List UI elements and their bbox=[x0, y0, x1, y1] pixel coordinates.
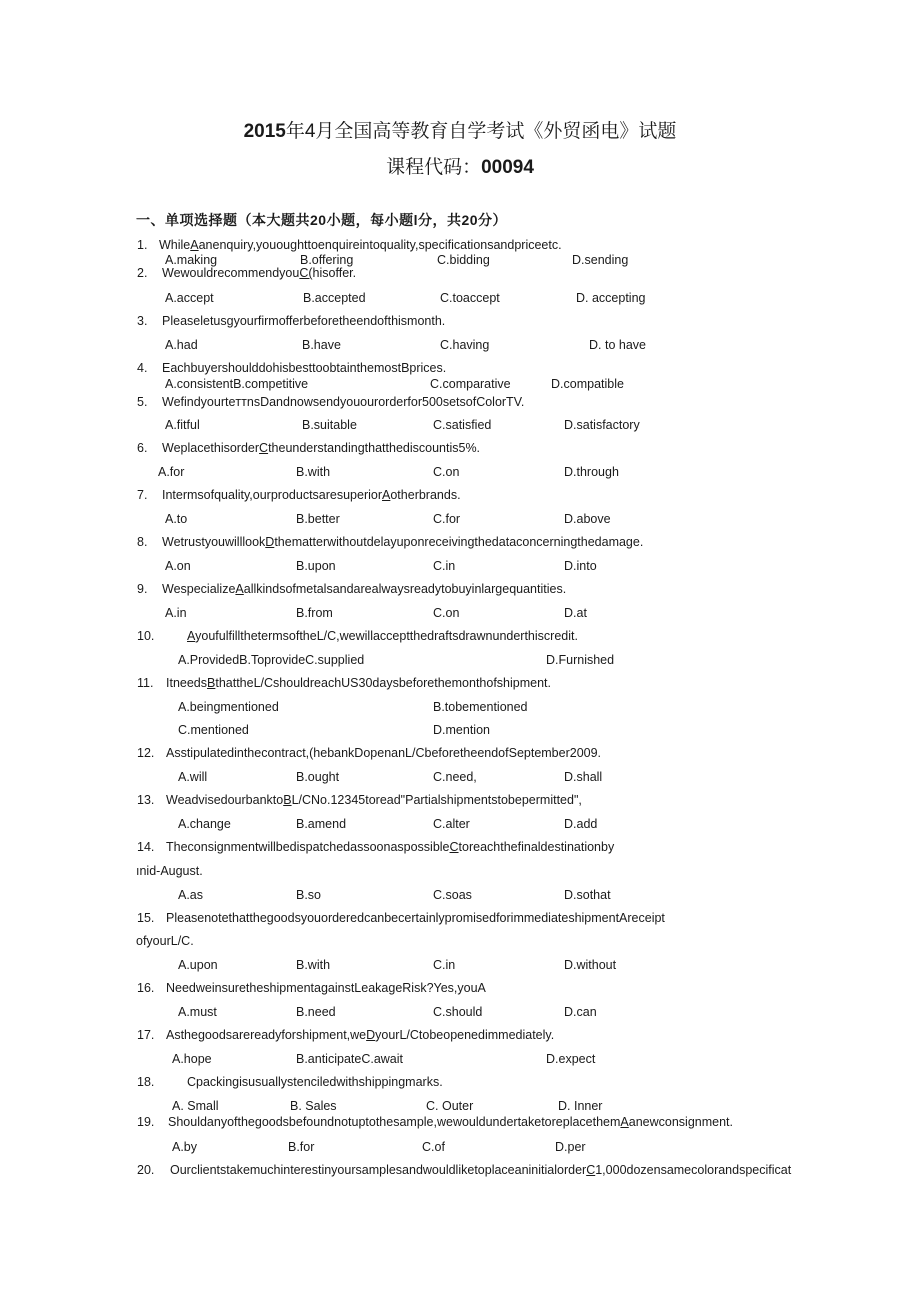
answer-mark: A bbox=[382, 488, 391, 502]
answer-mark: C( bbox=[299, 266, 313, 280]
question-number: 9. bbox=[137, 582, 148, 596]
answer-option: A.ProvidedB.ToprovideC.supplied bbox=[178, 653, 365, 667]
stem-text: youfulfillthetermsoftheL/C,wewillacceptthedraftsdrawnunderthiscredit. bbox=[195, 629, 578, 643]
stem-text: yourL/Ctobeopenedimmediately. bbox=[375, 1028, 555, 1042]
answer-option: D.shall bbox=[564, 770, 603, 784]
question-number: 20. bbox=[137, 1163, 155, 1177]
answer-option: B.suitable bbox=[302, 418, 357, 432]
section-heading: 一、单项选择题（本大题共20小题，每小题l分，共20分） bbox=[136, 212, 508, 228]
answer-option: D.satisfactory bbox=[564, 418, 640, 432]
answer-option: C.satisfied bbox=[433, 418, 492, 432]
answer-option: A.to bbox=[165, 512, 188, 526]
answer-option: C.soas bbox=[433, 888, 472, 902]
stem-text: theunderstandingthatthediscountis5%. bbox=[268, 441, 481, 455]
answer-option: A.on bbox=[165, 559, 191, 573]
answer-option: A.by bbox=[172, 1140, 198, 1154]
stem-text: Bprices. bbox=[401, 361, 447, 375]
stem-text: Shouldanyofthegoodsbefoundnotuptothesample,wewouldundertaketoreplacethem bbox=[168, 1115, 621, 1129]
answer-option: A.beingmentioned bbox=[178, 700, 279, 714]
stem-text: Dandnowsendyouourorderfor500setsofColorTV. bbox=[260, 395, 525, 409]
question-stem bbox=[162, 314, 445, 328]
answer-option: B.offering bbox=[300, 253, 354, 267]
answer-option: B.have bbox=[302, 338, 341, 352]
answer-option: D.compatible bbox=[551, 377, 624, 391]
answer-option: B.need bbox=[296, 1005, 336, 1019]
answer-option: D.into bbox=[564, 559, 597, 573]
question-number: 6. bbox=[137, 441, 148, 455]
answer-option: A.consistentB.competitive bbox=[165, 377, 309, 391]
question-number: 16. bbox=[137, 981, 155, 995]
stem-text: allkindsofmetalsandarealwaysreadytobuyinlargequantities. bbox=[243, 582, 567, 596]
answer-option: C.toaccept bbox=[440, 291, 500, 305]
answer-option: C.on bbox=[433, 465, 460, 479]
answer-mark: A bbox=[187, 629, 196, 643]
answer-option: C.for bbox=[433, 512, 461, 526]
question-number: 13. bbox=[137, 793, 155, 807]
answer-option: D.mention bbox=[433, 723, 490, 737]
stem-text: thematterwithoutdelayuponreceivingthedataconcerningthedamage. bbox=[274, 535, 644, 549]
answer-mark: A bbox=[190, 238, 199, 252]
answer-option: D.per bbox=[555, 1140, 586, 1154]
stem-text: Theconsignmentwillbedispatchedassoonaspossible bbox=[166, 840, 450, 854]
question-stem bbox=[166, 676, 551, 690]
answer-option: D.add bbox=[564, 817, 598, 831]
answer-mark: C bbox=[586, 1163, 596, 1177]
stem-text: Asthegoodsarereadyforshipment,we bbox=[166, 1028, 367, 1042]
stem-text: Pleaseletusgyourfirmofferbeforetheendofthismonth. bbox=[162, 314, 446, 328]
stem-text: Asstipulatedinthecontract,(hebankDopenanL/CbeforetheendofSeptember2009. bbox=[166, 746, 602, 760]
answer-mark: A bbox=[235, 582, 244, 596]
answer-option: D. accepting bbox=[576, 291, 646, 305]
answer-option: C.mentioned bbox=[178, 723, 249, 737]
stem-text: NeedweinsuretheshipmentagainstLeakageRisk?Yes,youA bbox=[166, 981, 486, 995]
answer-option: B.amend bbox=[296, 817, 347, 831]
answer-option: B.accepted bbox=[303, 291, 366, 305]
answer-option: A.upon bbox=[178, 958, 218, 972]
question-stem bbox=[187, 629, 578, 643]
answer-option: B.tobementioned bbox=[433, 700, 528, 714]
answer-option: A.in bbox=[165, 606, 187, 620]
answer-option: A.as bbox=[178, 888, 204, 902]
answer-option: D.without bbox=[564, 958, 617, 972]
answer-option: C.of bbox=[422, 1140, 445, 1154]
answer-option: D. Inner bbox=[558, 1099, 603, 1113]
stem-text: PleasenotethatthegoodsyouorderedcanbecertainlypromisedforimmediateshipmentAreceipt bbox=[166, 911, 665, 925]
question-number: 3. bbox=[137, 314, 148, 328]
answer-option: B.anticipateC.await bbox=[296, 1052, 404, 1066]
answer-option: C.need, bbox=[433, 770, 477, 784]
question-stem bbox=[162, 488, 461, 502]
question-stem bbox=[162, 395, 524, 409]
answer-option: A.change bbox=[178, 817, 231, 831]
answer-option: C.should bbox=[433, 1005, 483, 1019]
answer-option: A. Small bbox=[172, 1099, 219, 1113]
question-stem bbox=[166, 793, 582, 807]
answer-mark: A bbox=[620, 1115, 629, 1129]
stem-text: Weplacethisorder bbox=[162, 441, 260, 455]
stem-text: Wetrustyouwilllook bbox=[162, 535, 266, 549]
answer-option: C.having bbox=[440, 338, 490, 352]
answer-option: B.so bbox=[296, 888, 322, 902]
stem-text: Weadvisedourbankto bbox=[166, 793, 284, 807]
answer-mark: C bbox=[449, 840, 459, 854]
stem-text: Itneeds bbox=[166, 676, 208, 690]
stem-text: anewconsignment. bbox=[628, 1115, 733, 1129]
stem-text: thattheL/CshouldreachUS30daysbeforethemonthofshipment. bbox=[215, 676, 551, 690]
question-stem bbox=[159, 238, 562, 252]
answer-option: D.above bbox=[564, 512, 611, 526]
answer-option: C. Outer bbox=[426, 1099, 474, 1113]
question-stem bbox=[162, 582, 566, 596]
question-stem bbox=[168, 1115, 733, 1129]
question-stem bbox=[162, 441, 480, 455]
question-stem bbox=[166, 1028, 554, 1042]
answer-option: B.ought bbox=[296, 770, 340, 784]
question-stem bbox=[166, 911, 665, 925]
answer-option: D.Furnished bbox=[546, 653, 615, 667]
title-text: 年4月全国高等教育自学考试《外贸函电》试题 bbox=[285, 121, 677, 142]
question-stem-continued: ofyourL/C. bbox=[136, 934, 194, 948]
question-number: 10. bbox=[137, 629, 155, 643]
question-number: 15. bbox=[137, 911, 155, 925]
answer-option: A.making bbox=[165, 253, 218, 267]
stem-text: While bbox=[159, 238, 191, 252]
stem-text: Eachbuyershoulddohisbesttoobtainthemost bbox=[162, 361, 402, 375]
answer-option: C.comparative bbox=[430, 377, 511, 391]
question-number: 19. bbox=[137, 1115, 155, 1129]
answer-option: C.in bbox=[433, 559, 456, 573]
answer-mark: B bbox=[207, 676, 216, 690]
answer-option: D. to have bbox=[589, 338, 646, 352]
answer-option: A.must bbox=[178, 1005, 217, 1019]
answer-option: D.can bbox=[564, 1005, 597, 1019]
answer-option: B.from bbox=[296, 606, 333, 620]
answer-option: A.had bbox=[165, 338, 198, 352]
question-stem-continued: ınid-August. bbox=[136, 864, 203, 878]
question-number: 2. bbox=[137, 266, 148, 280]
question-stem bbox=[166, 981, 486, 995]
question-number: 7. bbox=[137, 488, 148, 502]
stem-text: L/CNo.12345toread"Partialshipmentstobepermitted", bbox=[291, 793, 582, 807]
answer-option: A.fitful bbox=[165, 418, 200, 432]
answer-option: D.expect bbox=[546, 1052, 596, 1066]
question-number: 14. bbox=[137, 840, 155, 854]
course-code-value: 00094 bbox=[481, 157, 534, 178]
stem-text: anenquiry,yououghttoenquireintoquality,specificationsandpriceetc. bbox=[198, 238, 562, 252]
answer-option: A.hope bbox=[172, 1052, 212, 1066]
stem-text: hisoffer. bbox=[312, 266, 357, 280]
answer-option: D.through bbox=[564, 465, 619, 479]
answer-mark: C bbox=[259, 441, 269, 455]
answer-option: A.accept bbox=[165, 291, 214, 305]
answer-option: C.bidding bbox=[437, 253, 490, 267]
stem-text: otherbrands. bbox=[390, 488, 461, 502]
answer-option: B. Sales bbox=[290, 1099, 337, 1113]
course-code bbox=[0, 152, 920, 179]
answer-option: C.on bbox=[433, 606, 460, 620]
stem-text: Wefindyourteттns bbox=[162, 395, 261, 409]
question-stem bbox=[166, 840, 614, 854]
question-stem bbox=[187, 1075, 443, 1089]
answer-mark: D bbox=[265, 535, 275, 549]
answer-mark: B bbox=[283, 793, 292, 807]
answer-mark: D bbox=[366, 1028, 376, 1042]
question-number: 18. bbox=[137, 1075, 155, 1089]
answer-option: B.with bbox=[296, 465, 331, 479]
stem-text: 1,000dozensamecolorandspecificat bbox=[595, 1163, 792, 1177]
answer-option: B.for bbox=[288, 1140, 315, 1154]
answer-option: D.sending bbox=[572, 253, 629, 267]
answer-option: A.for bbox=[158, 465, 185, 479]
stem-text: Intermsofquality,ourproductsaresuperior bbox=[162, 488, 383, 502]
answer-option: D.sothat bbox=[564, 888, 611, 902]
answer-option: B.better bbox=[296, 512, 340, 526]
question-stem bbox=[162, 266, 356, 280]
answer-option: C.in bbox=[433, 958, 456, 972]
question-stem bbox=[166, 746, 601, 760]
answer-option: C.alter bbox=[433, 817, 470, 831]
question-number: 11. bbox=[137, 676, 154, 690]
stem-text: Cpackingisusuallystenciledwithshippingmarks. bbox=[187, 1075, 443, 1089]
answer-option: B.with bbox=[296, 958, 331, 972]
stem-text: Wespecialize bbox=[162, 582, 236, 596]
exam-title bbox=[0, 116, 920, 143]
stem-text: Wewouldrecommendyou bbox=[162, 266, 300, 280]
question-number: 12. bbox=[137, 746, 155, 760]
question-number: 5. bbox=[137, 395, 148, 409]
question-stem bbox=[162, 361, 446, 375]
question-number: 4. bbox=[137, 361, 148, 375]
question-stem bbox=[170, 1163, 791, 1177]
question-number: 17. bbox=[137, 1028, 155, 1042]
course-code-label: 课程代码： bbox=[386, 157, 482, 178]
answer-option: D.at bbox=[564, 606, 587, 620]
question-number: 1. bbox=[137, 238, 148, 252]
question-stem bbox=[162, 535, 643, 549]
answer-option: A.will bbox=[178, 770, 208, 784]
question-number: 8. bbox=[137, 535, 148, 549]
title-year: 2015 bbox=[243, 121, 286, 142]
answer-option: B.upon bbox=[296, 559, 336, 573]
stem-text: toreachthefinaldestinationby bbox=[458, 840, 615, 854]
stem-text: Ourclientstakemuchinterestinyoursamplesandwouldliketoplaceaninitialorder bbox=[170, 1163, 587, 1177]
